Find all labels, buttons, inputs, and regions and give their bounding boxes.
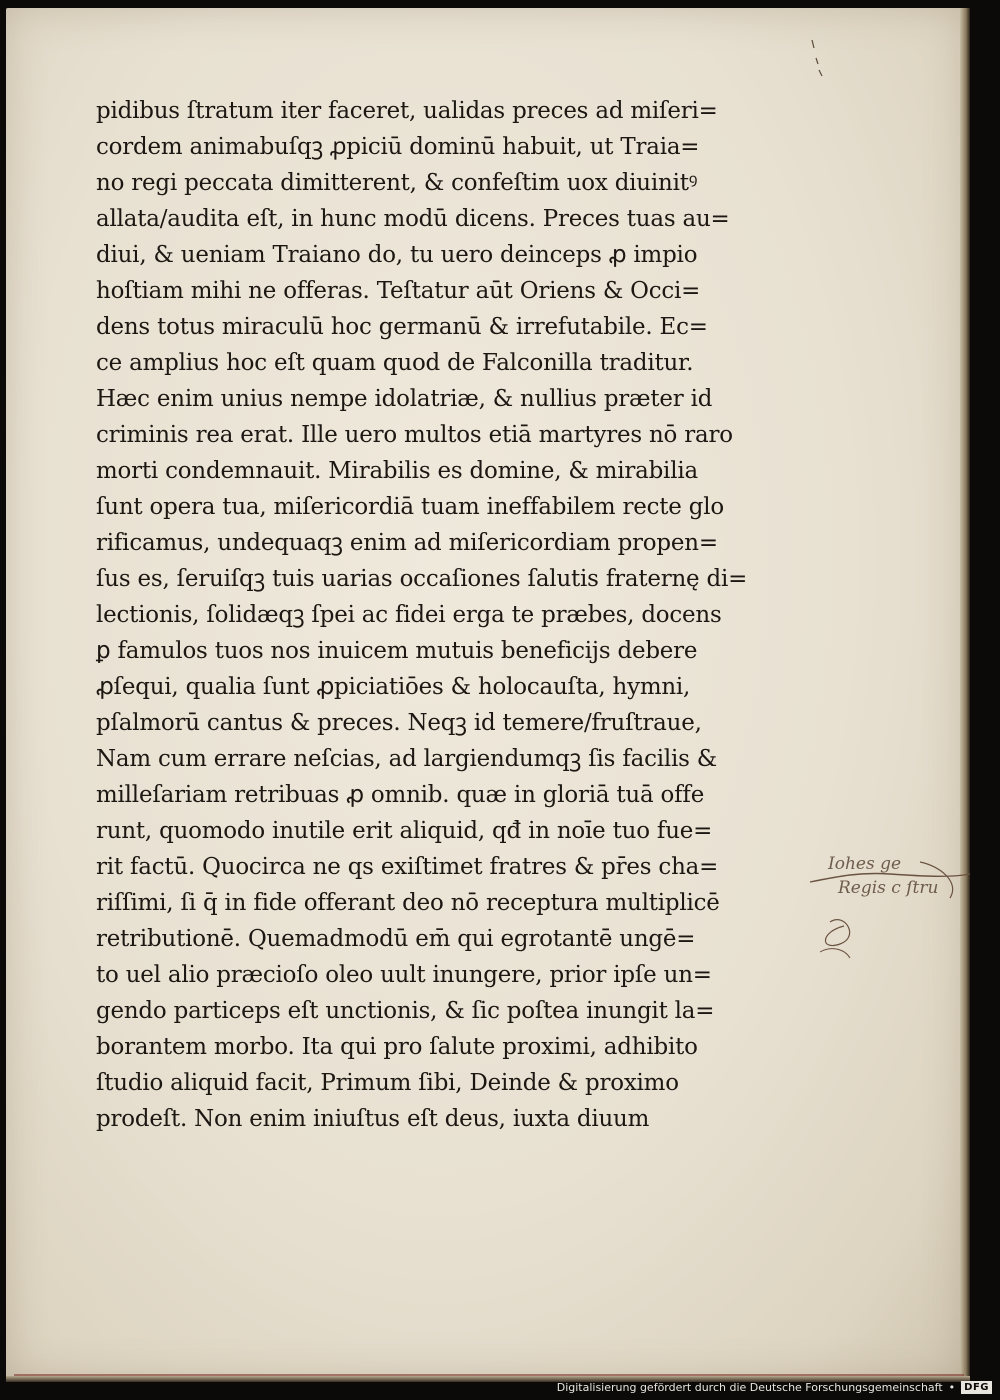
footer-credit-text: Digitalisierung gefördert durch die Deutsche Forschungsgemeinschaft: [556, 1380, 943, 1394]
text-line: pidibus ſtratum iter faceret, ualidas preces ad miſeri=: [96, 96, 718, 124]
text-line: Hæc enim unius nempe idolatriæ, & nullius præter id: [96, 384, 713, 412]
printed-text-block: [96, 92, 826, 1136]
text-line: diui, & ueniam Traiano do, tu uero deinceps ꝓ impio: [96, 240, 698, 268]
text-line: rit factū. Quocirca ne qs exiſtimet fratres & pr̄es cha=: [96, 852, 719, 880]
red-edge-line: [14, 1374, 964, 1376]
marginalia-text: [828, 852, 938, 900]
text-line: cordem animabuſqꝫ ꝓpiciū dominū habuit, ut Traia=: [96, 132, 700, 160]
text-line: rificamus, undequaqꝫ enim ad miſericordiam propen=: [96, 528, 718, 556]
text-line: hoſtiam mihi ne offeras. Teſtatur aūt Oriens & Occi=: [96, 276, 701, 304]
text-line: retributionē. Quemadmodū em̄ qui egrotantē ungē=: [96, 924, 696, 952]
footer-credit: [557, 1378, 992, 1396]
text-line: lectionis, ſolidæqꝫ ſpei ac fidei erga te præbes, docens: [96, 600, 722, 628]
marginalia-line: Regis c ſtru: [838, 878, 939, 898]
text-line: dens totus miraculū hoc germanū & irrefutabile. Ec=: [96, 312, 708, 340]
text-line: gendo particeps eſt unctionis, & ſic poſtea inungit la=: [96, 996, 715, 1024]
text-line: pſalmorū cantus & preces. Neqꝫ id temere/fruſtraue,: [96, 708, 702, 736]
page-edge-shadow: [960, 8, 970, 1380]
text-line: ꝓſequi, qualia ſunt ꝓpiciatiōes & holocauſta, hymni,: [96, 672, 691, 700]
text-line: ſus es, ſeruiſqꝫ tuis uarias occaſiones ſalutis fraternę di=: [96, 564, 748, 592]
text-line: to uel alio præcioſo oleo uult inungere, prior ipſe un=: [96, 960, 712, 988]
text-line: ſtudio aliquid facit, Primum ſibi, Deinde & proximo: [96, 1068, 679, 1096]
text-line: Nam cum errare neſcias, ad largiendumqꝫ ſis facilis &: [96, 744, 717, 772]
text-line: ce amplius hoc eſt quam quod de Falconilla traditur.: [96, 348, 694, 376]
marginalia-line: Iohes ge: [828, 854, 902, 874]
text-line: runt, quomodo inutile erit aliquid, qđ in noīe tuo fue=: [96, 816, 713, 844]
text-line: milleſariam retribuas ꝓ omnib. quæ in gloriā tuā offe: [96, 780, 705, 808]
text-line: no regi peccata dimitterent, & confeſtim uox diuinitꝰ: [96, 168, 698, 196]
text-line: borantem morbo. Ita qui pro ſalute proximi, adhibito: [96, 1032, 698, 1060]
dfg-logo: DFG: [961, 1381, 992, 1394]
text-line: allata/audita eſt, in hunc modū dicens. Preces tuas au=: [96, 204, 730, 232]
text-line: criminis rea erat. Ille uero multos etiā martyres nō raro: [96, 420, 733, 448]
text-line: ſunt opera tua, miſericordiā tuam ineffabilem recte glo: [96, 492, 724, 520]
text-line: riſſimi, ſi q̄ in fide offerant deo nō receptura multiplicē: [96, 888, 720, 916]
text-line: morti condemnauit. Mirabilis es domine, & mirabilia: [96, 456, 698, 484]
text-line: prodeſt. Non enim iniuſtus eſt deus, iuxta diuum: [96, 1104, 650, 1132]
margin-tick-mark: [810, 38, 824, 78]
footer-separator: •: [948, 1380, 956, 1394]
handwritten-marginalia: [800, 852, 980, 972]
text-line: ꝑ famulos tuos nos inuicem mutuis beneficijs debere: [96, 636, 698, 664]
